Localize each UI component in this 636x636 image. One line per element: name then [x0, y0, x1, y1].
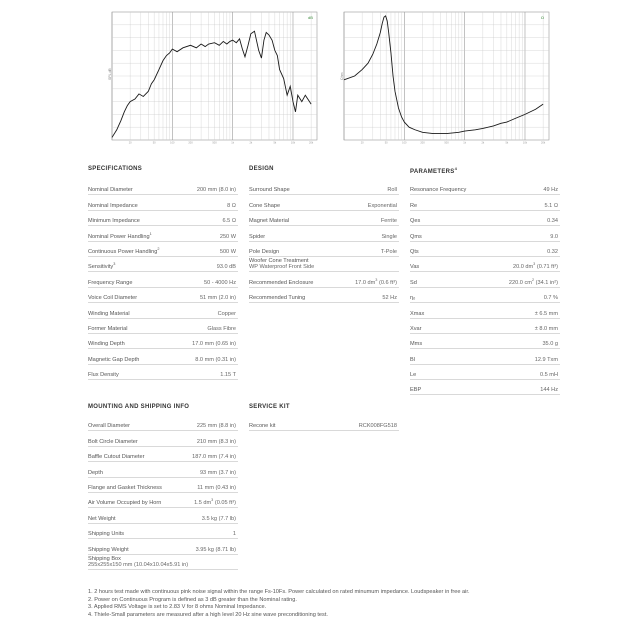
row-label-text: Shipping Box — [88, 555, 121, 562]
row-value — [192, 454, 236, 460]
row-label — [88, 500, 161, 506]
footnote: 3. Applied RMS Voltage is set to 2.83 V for 8 ohms Nominal Impedance. — [88, 604, 267, 611]
row-value-text: 52 Hz — [382, 295, 397, 302]
parameters-title — [410, 166, 560, 175]
row-value — [543, 187, 558, 193]
row-value — [197, 187, 236, 193]
row-value — [540, 372, 558, 378]
unit-exponent: 3 — [211, 498, 214, 503]
table-row — [88, 180, 238, 195]
row-label-text: Sd — [410, 279, 417, 286]
row-label-text: Nominal Impedance — [88, 202, 138, 209]
impedance-chart — [340, 8, 555, 144]
row-label-text: Overall Diameter — [88, 423, 130, 430]
frequency-response-x-tick-label: 20 — [128, 141, 132, 144]
row-label-text: Pole Design — [249, 248, 280, 255]
row-label-text: Continuous Power Handling — [88, 248, 158, 255]
row-label-text: Voice Coil Diameter — [88, 295, 138, 302]
row-label — [88, 341, 125, 347]
row-label — [88, 531, 124, 537]
row-value — [544, 295, 558, 301]
row-value-text: 500 W — [219, 248, 236, 255]
row-value — [227, 203, 236, 209]
row-value-text: WP Waterproof Front Side — [249, 264, 315, 271]
row-label — [88, 203, 138, 209]
row-value-text: 93.0 dB — [216, 264, 236, 271]
impedance-x-tick-label: 200 — [420, 141, 425, 144]
row-label-text: Xmax — [410, 310, 425, 317]
row-value-text: 0.32 — [547, 248, 558, 255]
footnotes — [88, 589, 470, 619]
row-value-text: 17.0 dm — [355, 279, 376, 286]
row-value — [220, 372, 236, 378]
impedance-x-tick-label: 5k — [505, 141, 509, 144]
row-label-text: Bl — [410, 356, 415, 363]
row-label-text: Cone Shape — [249, 202, 281, 209]
impedance-x-tick-label: 10k — [522, 141, 528, 144]
row-value-text: 0.5 mH — [539, 372, 558, 379]
row-label — [249, 187, 290, 193]
table-row — [88, 334, 238, 349]
row-label-text: Minimum Impedance — [88, 218, 140, 225]
table-row — [410, 319, 560, 334]
table-row — [249, 226, 399, 241]
row-label-text: Nominal Diameter — [88, 187, 133, 194]
mounting-section — [88, 404, 238, 568]
table-row — [88, 508, 238, 523]
row-label-text: EBP — [410, 387, 422, 394]
row-value — [355, 278, 397, 286]
row-value-text: 3.95 kg (8.71 lb) — [195, 546, 236, 553]
row-value-text: 1.5 dm — [194, 500, 212, 507]
unit-exponent: 3 — [375, 277, 378, 282]
row-label — [410, 203, 417, 209]
row-value-text: 3.5 kg (7.7 lb) — [201, 515, 236, 522]
table-row — [88, 319, 238, 334]
mounting-title: MOUNTING AND SHIPPING INFO — [88, 404, 190, 410]
table-row — [88, 478, 238, 493]
row-label — [88, 326, 127, 332]
row-value-text: 50 - 4000 Hz — [203, 279, 236, 286]
table-row — [88, 242, 238, 257]
row-label-text: Former Material — [88, 325, 128, 332]
specifications-table — [88, 180, 238, 380]
row-value-secondary: (34.1 in²) — [534, 279, 558, 286]
row-value-text: 200 mm (8.0 in) — [196, 187, 236, 194]
row-label-text: Re — [410, 202, 418, 209]
row-value — [202, 516, 236, 522]
row-value — [233, 531, 236, 537]
row-label — [249, 295, 305, 301]
row-value — [368, 203, 397, 209]
impedance-x-tick-label: 2k — [481, 141, 485, 144]
row-value — [513, 262, 558, 270]
row-value — [192, 341, 236, 347]
row-value-secondary: (0.71 ft³) — [535, 264, 558, 271]
table-row — [410, 288, 560, 303]
row-value — [381, 249, 397, 255]
row-label — [410, 218, 420, 224]
row-label — [88, 280, 132, 286]
row-label-text: Frequency Range — [88, 279, 133, 286]
table-row — [88, 365, 238, 380]
row-label — [88, 423, 130, 429]
row-label — [88, 295, 137, 301]
row-label-text: Shipping Units — [88, 531, 125, 538]
row-value-text: 20.0 dm — [512, 264, 534, 271]
table-row — [88, 257, 238, 272]
row-label-text: Magnetic Gap Depth — [88, 356, 140, 363]
row-value — [197, 485, 236, 491]
row-value — [217, 264, 236, 270]
impedance-corner-label: Ω — [541, 15, 544, 20]
design-section — [249, 166, 399, 302]
row-label — [410, 372, 416, 378]
row-value-text: 49 Hz — [543, 187, 558, 194]
row-value-text: Ferrite — [380, 218, 397, 225]
specifications-section — [88, 166, 238, 379]
row-value — [194, 498, 236, 506]
row-label-text: Baffle Cutout Diameter — [88, 454, 145, 461]
row-label-text: ηₒ — [410, 295, 416, 302]
row-value-text: RCK008FG518 — [358, 423, 397, 430]
row-label — [410, 341, 422, 347]
table-row — [88, 288, 238, 303]
mounting-table — [88, 416, 238, 570]
row-label — [249, 280, 313, 286]
design-table — [249, 180, 399, 303]
row-value-text: Exponential — [367, 202, 397, 209]
row-value — [220, 234, 236, 240]
frequency-response-chart — [108, 8, 323, 144]
row-value-text: 250 W — [219, 233, 236, 240]
row-label-text: Xvar — [410, 325, 422, 332]
row-value-text: 255x255x150 mm (10.04x10.04x5.91 in) — [88, 561, 189, 568]
row-value — [197, 439, 236, 445]
row-value-text: 9.0 — [550, 233, 558, 240]
row-value — [359, 423, 397, 429]
impedance-x-tick-label: 50 — [384, 141, 388, 144]
row-label — [249, 218, 289, 224]
row-value-text: Single — [381, 233, 397, 240]
row-value — [249, 264, 314, 270]
row-label — [88, 439, 138, 445]
frequency-response-x-tick-label: 10k — [290, 141, 296, 144]
row-label — [88, 262, 115, 270]
row-value — [218, 311, 236, 317]
table-row — [249, 211, 399, 226]
row-label — [88, 516, 116, 522]
table-row — [410, 272, 560, 287]
row-value — [207, 326, 236, 332]
row-value-text: Copper — [217, 310, 236, 317]
row-value — [200, 470, 236, 476]
table-row — [410, 180, 560, 195]
row-value-text: 8.0 mm (0.31 in) — [195, 356, 236, 363]
row-value-text: Roll — [387, 187, 397, 194]
row-value-text: Glass Fibre — [207, 325, 236, 332]
row-value-text: ± 6.5 mm — [534, 310, 558, 317]
row-value-secondary: (0.6 ft³) — [377, 279, 397, 286]
impedance-ylabel: Ohm — [340, 72, 344, 80]
frequency-response-ylabel: SPL dB — [108, 68, 112, 80]
unit-exponent: 2 — [531, 277, 535, 282]
frequency-response-x-tick-label: 50 — [152, 141, 156, 144]
table-row — [88, 539, 238, 554]
service-kit-section — [249, 404, 399, 430]
row-label-text: Shipping Weight — [88, 546, 129, 553]
row-value — [195, 357, 236, 363]
row-label — [410, 249, 419, 255]
row-label-text: Qes — [410, 218, 421, 225]
table-row — [410, 365, 560, 380]
row-value — [547, 218, 558, 224]
row-label-text: Spider — [249, 233, 266, 240]
frequency-response-x-tick-label: 20k — [309, 141, 314, 144]
table-row — [410, 380, 560, 395]
impedance-x-tick-label: 1k — [463, 141, 467, 144]
row-value-text: ± 8.0 mm — [534, 325, 558, 332]
design-title: DESIGN — [249, 166, 274, 172]
row-value-text: 12.9 Txm — [534, 356, 558, 363]
frequency-response-x-tick-label: 2k — [249, 141, 253, 144]
table-row — [88, 493, 238, 508]
row-label-text: Vas — [410, 264, 420, 271]
table-row — [249, 288, 399, 303]
parameters-title-footnote: 4 — [454, 166, 458, 171]
row-value — [550, 234, 558, 240]
row-value-text: 220.0 cm — [508, 279, 532, 286]
frequency-response-x-tick-label: 200 — [188, 141, 193, 144]
row-value-text: 225 mm (8.8 in) — [196, 423, 236, 430]
table-row — [88, 555, 238, 570]
row-label — [410, 234, 422, 240]
frequency-response-corner-label: dB — [308, 15, 313, 20]
table-row — [88, 462, 238, 477]
row-label-text: Magnet Material — [249, 218, 290, 225]
row-value — [540, 387, 558, 393]
row-value — [509, 278, 558, 286]
table-row — [410, 257, 560, 272]
table-row — [88, 272, 238, 287]
table-row — [88, 524, 238, 539]
frequency-response-x-tick-label: 100 — [170, 141, 175, 144]
row-value-text: 1.15 T — [220, 372, 236, 379]
table-row — [249, 195, 399, 210]
row-label-text: Air Volume Occupied by Horn — [88, 500, 162, 507]
table-row — [410, 242, 560, 257]
row-value-text: 0.34 — [547, 218, 558, 225]
row-label-text: Recommended Tuning — [249, 295, 306, 302]
service-kit-table — [249, 416, 399, 431]
row-label-text: Qms — [410, 233, 422, 240]
row-label-text: Qts — [410, 248, 419, 255]
frequency-response-x-tick-label: 500 — [212, 141, 217, 144]
table-row — [88, 431, 238, 446]
table-row — [88, 211, 238, 226]
row-value — [88, 562, 188, 568]
frequency-response-x-tick-label: 5k — [273, 141, 277, 144]
row-value-text: 187.0 mm (7.4 in) — [192, 454, 236, 461]
row-value — [535, 357, 558, 363]
row-label-text: Surround Shape — [249, 187, 290, 194]
footnote-ref: 1 — [149, 231, 152, 236]
row-label — [410, 387, 421, 393]
row-value — [535, 326, 558, 332]
table-row — [249, 180, 399, 195]
unit-exponent: 3 — [533, 262, 536, 267]
row-label-text: Depth — [88, 469, 103, 476]
row-value-text: 35.0 g — [542, 341, 558, 348]
row-label — [410, 187, 466, 193]
row-label-text: Winding Depth — [88, 341, 125, 348]
impedance-x-tick-label: 20k — [541, 141, 546, 144]
table-row — [88, 226, 238, 241]
table-row — [410, 195, 560, 210]
footnote-ref: 3 — [113, 262, 116, 267]
row-value — [381, 218, 397, 224]
row-value — [197, 423, 236, 429]
row-label-text: Nominal Power Handling — [88, 233, 150, 240]
row-label — [88, 547, 129, 553]
parameters-section — [410, 166, 560, 394]
table-row — [88, 447, 238, 462]
row-value-text: 144 Hz — [540, 387, 558, 394]
row-label-text: Woofer Cone Treatment — [249, 258, 309, 265]
row-label — [410, 295, 415, 301]
row-value — [542, 341, 558, 347]
row-value — [535, 311, 558, 317]
row-value-text: 0.7 % — [543, 295, 558, 302]
row-value — [544, 203, 558, 209]
service-kit-title: SERVICE KIT — [249, 404, 290, 410]
row-label-text: Sensitivity — [88, 264, 114, 271]
row-value — [204, 280, 236, 286]
row-value — [382, 295, 397, 301]
row-value-secondary: (0.05 ft³) — [213, 500, 236, 507]
row-value-text: 51 mm (2.0 in) — [199, 295, 236, 302]
row-value — [381, 234, 397, 240]
row-label — [410, 326, 422, 332]
row-value-text: 17.0 mm (0.65 in) — [192, 341, 236, 348]
impedance-x-tick-label: 100 — [402, 141, 407, 144]
row-label — [410, 311, 424, 317]
row-value — [196, 547, 236, 553]
row-label — [249, 203, 280, 209]
row-label — [88, 357, 139, 363]
row-value — [387, 187, 397, 193]
row-label — [88, 187, 133, 193]
impedance-x-tick-label: 20 — [360, 141, 364, 144]
row-value — [200, 295, 236, 301]
parameters-table — [410, 180, 560, 395]
row-label — [88, 311, 130, 317]
row-label — [410, 280, 417, 286]
table-row — [410, 211, 560, 226]
row-value — [222, 218, 236, 224]
specifications-title: SPECIFICATIONS — [88, 166, 143, 172]
row-label — [88, 485, 162, 491]
row-label-text: Flange and Gasket Thickness — [88, 484, 162, 491]
table-row — [410, 226, 560, 241]
row-label-text: Mms — [410, 341, 423, 348]
row-label-text: Winding Material — [88, 310, 130, 317]
row-label-text: Le — [410, 372, 417, 379]
frequency-response-x-tick-label: 1k — [231, 141, 235, 144]
row-label — [88, 218, 140, 224]
table-row — [88, 349, 238, 364]
row-label-text: Net Weight — [88, 515, 116, 522]
table-row — [249, 242, 399, 257]
row-label — [88, 454, 144, 460]
row-label-text: Recommended Enclosure — [249, 279, 314, 286]
footnote: 2. Power on Continuous Program is defined as 3 dB greater than the Nominal rating. — [88, 596, 297, 603]
parameters-title-text: PARAMETERS — [410, 169, 455, 175]
row-value-text: T-Pole — [380, 248, 397, 255]
table-row — [249, 416, 399, 431]
footnote: 1. 2 hours test made with continuous pink noise signal within the range Fs-10Fs. Power calculated on rated minumum impedance. Loudspeaker in free air. — [88, 589, 470, 595]
footnote-ref: 2 — [157, 247, 160, 252]
row-value — [547, 249, 558, 255]
row-label-text: Recone kit — [249, 423, 276, 430]
row-label — [88, 372, 119, 378]
table-row — [410, 303, 560, 318]
row-label — [410, 264, 419, 270]
row-label-text: Resonance Frequency — [410, 187, 467, 194]
table-row — [88, 416, 238, 431]
table-row — [410, 334, 560, 349]
row-label — [410, 357, 415, 363]
table-row — [410, 349, 560, 364]
row-value-text: 5.1 Ω — [544, 202, 558, 209]
row-value-text: 11 mm (0.43 in) — [197, 484, 236, 491]
row-label — [249, 249, 279, 255]
row-label-text: Bolt Circle Diameter — [88, 438, 138, 445]
table-row — [249, 272, 399, 287]
row-label — [88, 232, 152, 240]
row-value-text: 210 mm (8.3 in) — [196, 438, 236, 445]
table-row — [88, 303, 238, 318]
table-row — [88, 195, 238, 210]
footnote: 4. Thiele-Small parameters are measured after a high level 20 Hz sine wave preconditioning test. — [88, 611, 328, 618]
row-value-text: 8 Ω — [227, 202, 236, 209]
row-label — [249, 423, 275, 429]
row-value — [220, 249, 236, 255]
row-value-text: 1 — [232, 531, 236, 538]
row-label — [249, 234, 265, 240]
row-value-text: 93 mm (3.7 in) — [199, 469, 236, 476]
row-label-text: Flux Density — [88, 372, 119, 379]
table-row — [249, 257, 399, 272]
impedance-x-tick-label: 500 — [444, 141, 449, 144]
row-label — [88, 470, 103, 476]
row-label — [88, 247, 159, 255]
row-value-text: 6.5 Ω — [222, 218, 236, 225]
